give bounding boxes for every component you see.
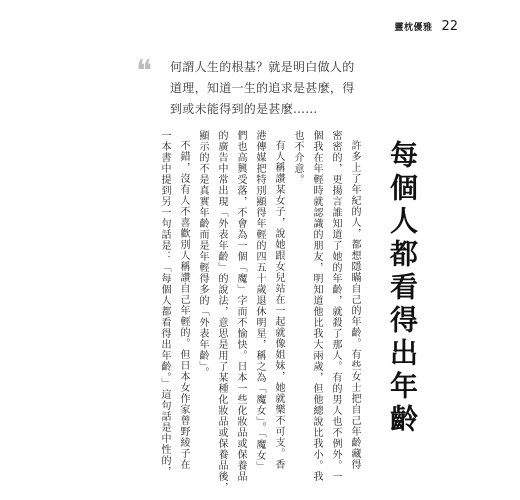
body-column: 一本書中提到另一句話是：「每個人都看得出年齡。」這句話是中性的，: [159, 130, 170, 477]
body-column: 也不介意。: [292, 130, 303, 185]
body-column: 有人稱讚某女子，說她跟女兒站在一起就像姐妹，她就樂不可支。香: [273, 140, 284, 470]
body-column: 個我在年輕時就認識的朋友，明知道他比我大兩歲，但他總說比我小。我: [311, 130, 322, 482]
pull-quote: [170, 57, 402, 120]
page-number: 22: [441, 19, 458, 34]
pull-quote-line: 何謂人生的根基？就是明白做人的: [170, 60, 355, 74]
pull-quote-line: 道理，知道一生的追求是甚麼，得: [170, 81, 355, 95]
pull-quote-line: 到或未能得到的是甚麼……: [170, 102, 318, 116]
body-column: 的廣告中常出現「外表年齡」的說法，意思是用了某種化妝品或保養品後，: [216, 130, 227, 493]
body-column: 密密的，更揚言誰知道了她的年齡，就殺了那人。有的男人也不例外。一: [330, 130, 341, 482]
body-column: 港傳媒把特別顯得年輕的四五十歲退休明星，稱之為「魔女」。「魔女」: [254, 130, 265, 472]
body-column: 許多上了年紀的人，都想隱瞞自己的年齡。有些女士把自己年齡藏得: [349, 140, 360, 470]
section-title: 靈枕優雅: [394, 23, 433, 33]
body-column: 顯示的不是真實年齡而是年輕得多的「外表年齡」。: [197, 130, 208, 378]
body-column: 們也高興受落，不會為一個「魔」字而不愉快。日本一些化妝品或保養品: [235, 130, 246, 482]
running-header: [394, 19, 458, 34]
article-title: 每個人都看得出年齡: [386, 140, 419, 437]
quote-mark-icon: ❝: [136, 54, 153, 89]
body-column: 不錯，沒有人不喜歡別人稱讚自己年輕的。但日本女作家曾野綾子在: [178, 140, 189, 470]
